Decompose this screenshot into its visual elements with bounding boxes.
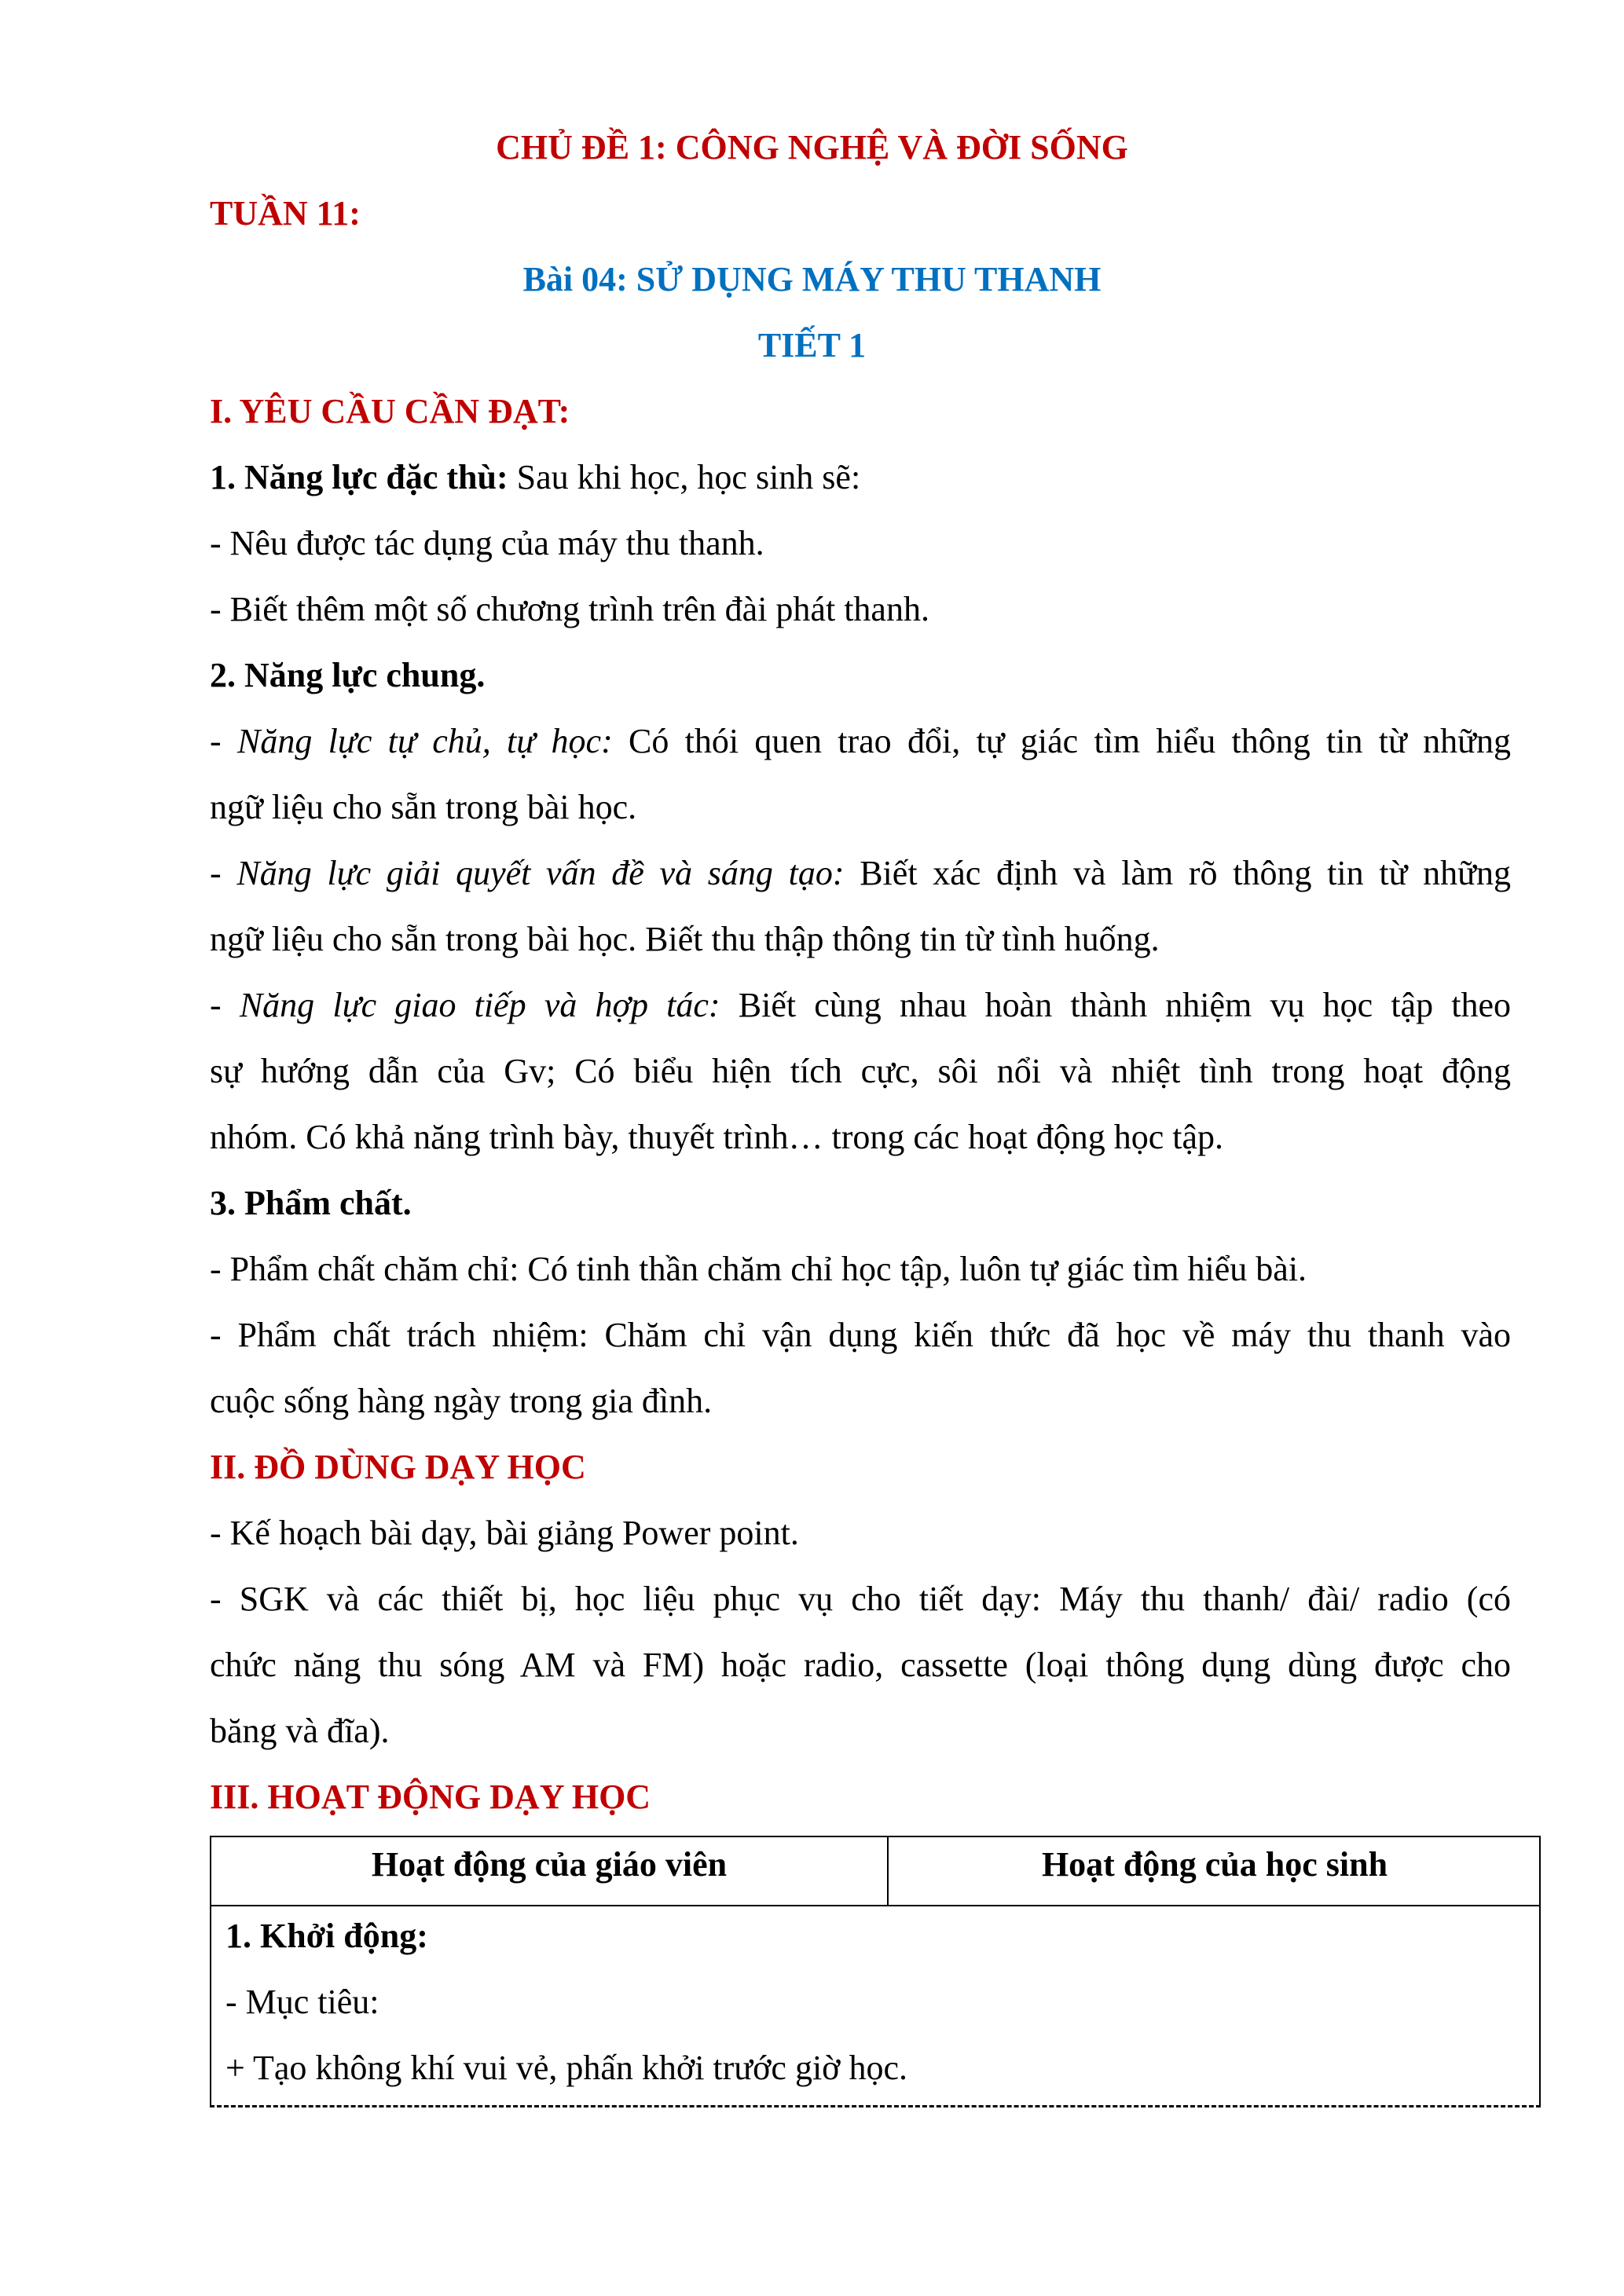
materials-item-2-line-3: băng và đĩa). [210, 1712, 390, 1750]
general-item-2-line-2: ngữ liệu cho sẵn trong bài học. Biết thu thập thông tin từ tình huống. [210, 920, 1160, 958]
section-1-title: I. YÊU CẦU CẦN ĐẠT: [210, 392, 570, 430]
topic-heading: CHỦ ĐỀ 1: CÔNG NGHỆ VÀ ĐỜI SỐNG [496, 128, 1128, 167]
general-item-3-line-2: sự hướng dẫn của Gv; Có biểu hiện tích cực, sôi nổi và nhiệt tình trong hoạt động [210, 1052, 1511, 1090]
general-item-3-line-3: nhóm. Có khả năng trình bày, thuyết trình… trong các hoạt động học tập. [210, 1118, 1223, 1156]
teacher-column-header: Hoạt động của giáo viên [211, 1837, 889, 1905]
general-item-1-italic: Năng lực tự chủ, tự học: [236, 722, 613, 760]
materials-item-1: - Kế hoạch bài dạy, bài giảng Power point. [210, 1514, 799, 1552]
activities-table [210, 1836, 1541, 2107]
lesson-title: Bài 04: SỬ DỤNG MÁY THU THANH [522, 260, 1102, 298]
general-item-2-line-1 [210, 850, 1511, 897]
quality-item-2-line-2: cuộc sống hàng ngày trong gia đình. [210, 1382, 713, 1420]
student-column-header: Hoạt động của học sinh [1041, 1845, 1388, 1884]
bullet: - [210, 854, 237, 892]
warmup-objective-item: + Tạo không khí vui vẻ, phấn khởi trước giờ học. [225, 2049, 907, 2087]
general-item-1-text: Có thói quen trao đổi, tự giác tìm hiểu thông tin từ những [612, 722, 1511, 760]
general-item-2-text: Biết xác định và làm rõ thông tin từ những [844, 854, 1511, 892]
table-header-row [211, 1837, 1539, 1906]
materials-item-2-line-1: - SGK và các thiết bị, học liệu phục vụ cho tiết dạy: Máy thu thanh/ đài/ radio (có [210, 1580, 1511, 1618]
bullet: - [210, 722, 237, 760]
general-item-2-italic: Năng lực giải quyết vấn đề và sáng tạo: [236, 854, 845, 892]
specific-competence-text: Sau khi học, học sinh sẽ: [508, 458, 861, 496]
materials-item-2-line-2: chức năng thu sóng AM và FM) hoặc radio, cassette (loại thông dụng dùng được cho [210, 1646, 1511, 1684]
quality-item-2-line-1: - Phẩm chất trách nhiệm: Chăm chỉ vận dụng kiến thức đã học về máy thu thanh vào [210, 1316, 1511, 1354]
section-2-title: II. ĐỒ DÙNG DẠY HỌC [210, 1448, 586, 1486]
specific-item-1: - Nêu được tác dụng của máy thu thanh. [210, 524, 764, 562]
warmup-title: 1. Khởi động: [225, 1917, 428, 1955]
bullet: - [210, 986, 240, 1024]
week-heading: TUẦN 11: [210, 194, 361, 233]
general-item-3-text: Biết cùng nhau hoàn thành nhiệm vụ học tập theo [720, 986, 1511, 1024]
general-item-1-line-2: ngữ liệu cho sẵn trong bài học. [210, 788, 637, 826]
warmup-objective-label: - Mục tiêu: [225, 1983, 379, 2021]
table-continuation-divider [210, 2105, 1541, 2107]
period-title: TIẾT 1 [757, 326, 867, 364]
general-item-1-line-1 [210, 718, 1511, 765]
general-item-3-italic: Năng lực giao tiếp và hợp tác: [239, 986, 720, 1024]
general-competence-label: 2. Năng lực chung. [210, 656, 486, 694]
qualities-label: 3. Phẩm chất. [210, 1184, 412, 1222]
specific-competence-label: 1. Năng lực đặc thù: [210, 458, 508, 496]
general-item-3-line-1 [210, 982, 1511, 1029]
quality-item-1: - Phẩm chất chăm chỉ: Có tinh thần chăm chỉ học tập, luôn tự giác tìm hiểu bài. [210, 1250, 1307, 1288]
specific-item-2: - Biết thêm một số chương trình trên đài phát thanh. [210, 590, 929, 628]
section-3-title: III. HOẠT ĐỘNG DẠY HỌC [210, 1778, 651, 1816]
specific-competence [210, 454, 860, 501]
